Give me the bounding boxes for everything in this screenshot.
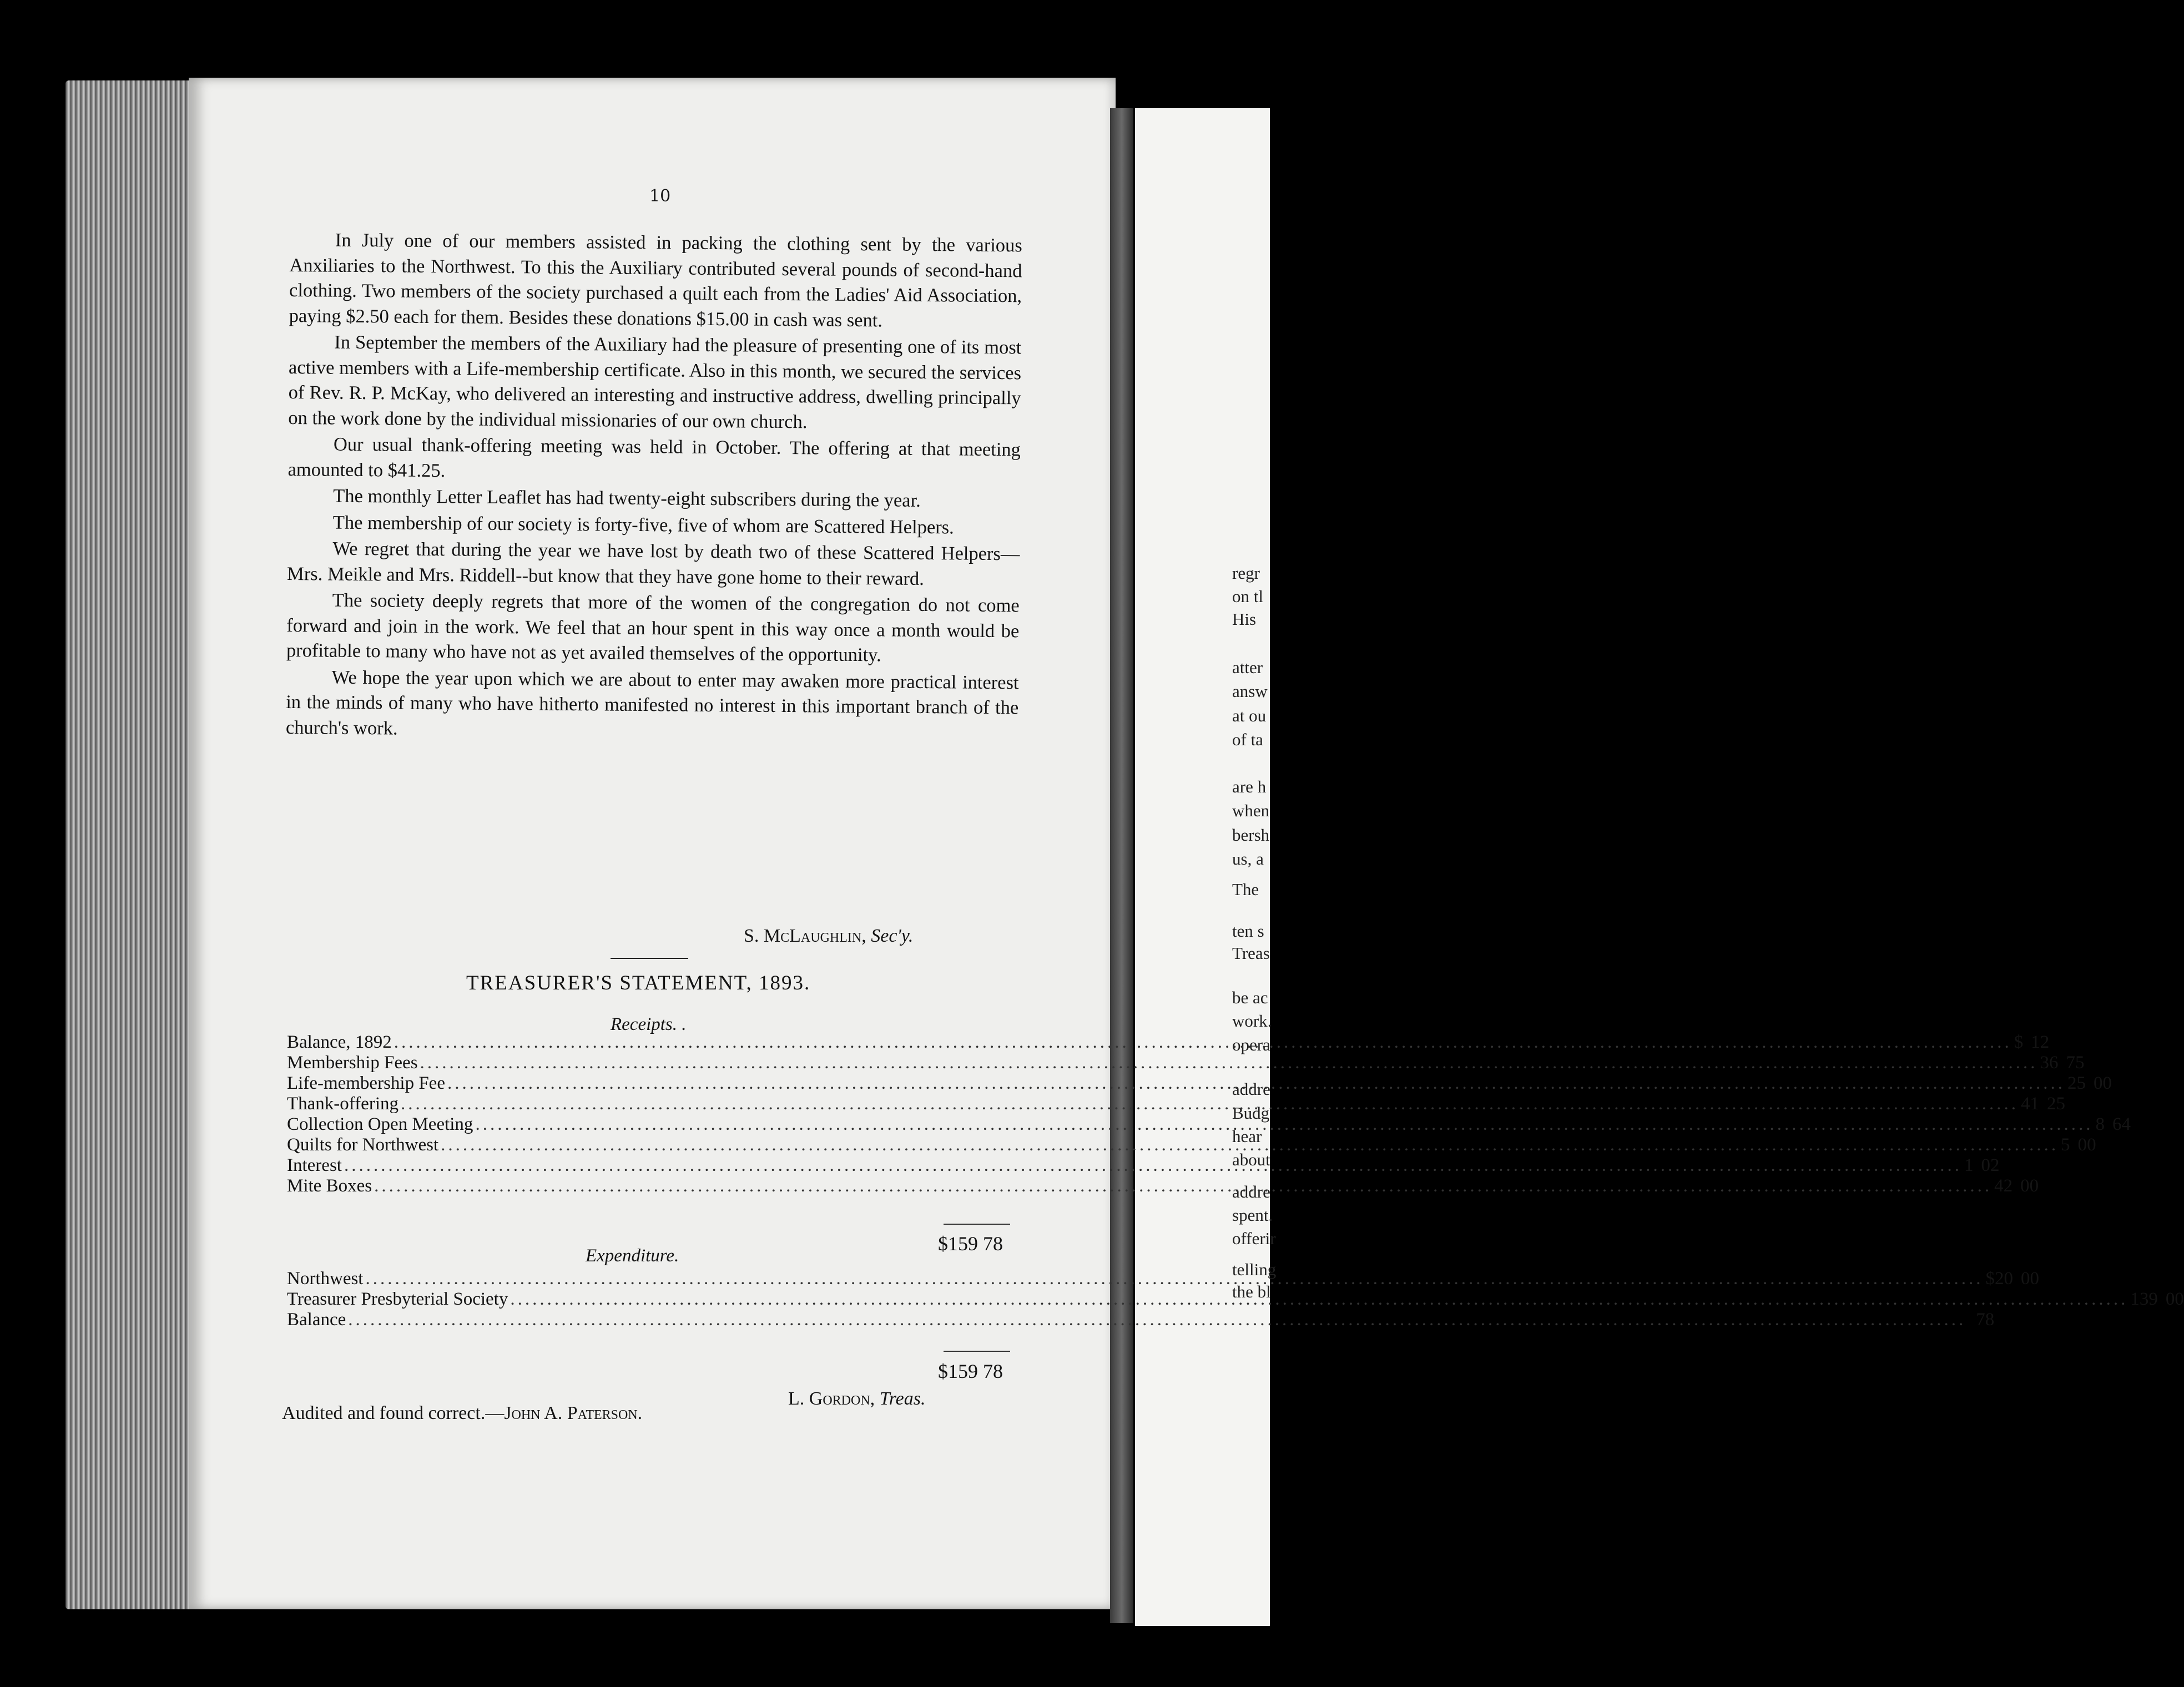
facing-page-line: when — [1232, 801, 1270, 820]
paragraph: In September the members of the Auxiliary had the pleasure of presenting one of its most active members with a Life-membership certificate. Also in this month, we secured the services of Rev. R. P. McKay, who delivered an interesting and instructive address, dwelling principally on the work done by the individual missionaries of our own church. — [288, 331, 1022, 432]
facing-page-line: of ta — [1232, 730, 1263, 749]
facing-page-line: Budg — [1232, 1103, 1270, 1123]
amount-cents: 02 — [1981, 1155, 2000, 1175]
leader-dots — [420, 1053, 2038, 1073]
treasurer-title: Treas. — [879, 1388, 926, 1409]
treasurer-name: L. Gordon, — [788, 1388, 875, 1409]
leader-dots — [348, 1310, 1966, 1330]
amount-cents: 00 — [2020, 1269, 2039, 1289]
facing-page-line: at ou — [1232, 706, 1267, 725]
amount-cents: 00 — [2077, 1135, 2096, 1155]
facing-page-line: be ac — [1232, 988, 1268, 1007]
amount-cents: 12 — [2031, 1032, 2050, 1052]
amount-dollars: 1 — [1964, 1155, 1974, 1175]
ledger-label: Thank-offering — [287, 1094, 399, 1114]
ledger-label: Mite Boxes — [287, 1176, 372, 1196]
paragraph: We regret that during the year we have lost by death two of these Scattered Helpers—Mrs. Meikle and Mrs. Riddell--but know that they have gone home to their reward. — [286, 538, 1020, 589]
facing-page-line: the bl — [1232, 1282, 1271, 1301]
page-edges — [65, 80, 201, 1609]
facing-page-line: us, a — [1232, 849, 1264, 868]
ledger-label: Quilts for Northwest — [287, 1135, 439, 1155]
leader-dots — [475, 1114, 2093, 1134]
amount-cents: 78 — [1976, 1310, 1995, 1330]
facing-page-line: atter — [1232, 658, 1263, 677]
leader-dots — [344, 1155, 1962, 1175]
audit-text: Audited and found correct.— — [282, 1403, 505, 1423]
facing-page — [1135, 108, 1277, 1626]
paragraph: The membership of our society is forty-five, five of whom are Scattered Helpers. — [332, 512, 954, 538]
expenditure-heading: Expenditure. — [586, 1246, 679, 1266]
amount-dollars: 36 — [2040, 1053, 2059, 1073]
amount-dollars: 8 — [2095, 1114, 2105, 1134]
treasurer-statement-title: TREASURER'S STATEMENT, 1893. — [466, 972, 811, 994]
facing-page-line: work. — [1232, 1011, 1272, 1031]
ledger-label: Balance — [287, 1310, 346, 1330]
facing-page-line: hear — [1232, 1127, 1262, 1146]
ledger-row — [287, 1053, 2085, 1073]
expenditure-total: $159 78 — [938, 1360, 1003, 1382]
expenditure-total-rule — [944, 1351, 1010, 1352]
facing-page-line: opera — [1232, 1035, 1270, 1054]
leader-dots — [394, 1032, 2012, 1052]
book-gutter — [1110, 108, 1133, 1623]
leader-dots — [441, 1135, 2059, 1155]
amount-cents: 25 — [2046, 1094, 2065, 1114]
paragraph: In July one of our members assisted in packing the clothing sent by the various Anxiliaries to the Northwest. To this the Auxiliary contributed several pounds of second-hand clothing. Two members of the society purchased a quilt each from the Ladies' Aid Association, paying $2.50 each for them. Besides these donations $15.00 in cash was sent. — [289, 229, 1022, 331]
ledger-label: Membership Fees — [287, 1053, 418, 1073]
amount-cents: 64 — [2112, 1114, 2131, 1134]
ledger-label: Balance, 1892 — [287, 1032, 392, 1052]
leader-dots — [365, 1269, 1983, 1289]
facing-page-line: regr — [1232, 563, 1260, 583]
paragraph: We hope the year upon which we are about to enter may awaken more practical interest in the minds of many who have hitherto manifested no interest in this important branch of the church's work. — [285, 666, 1019, 739]
secretary-signature — [744, 926, 913, 947]
receipts-total: $159 78 — [938, 1233, 1003, 1255]
currency-sign: $ — [2014, 1032, 2024, 1052]
facing-page-line: on tl — [1232, 587, 1263, 606]
amount-dollars: 42 — [1994, 1176, 2013, 1196]
receipts-heading: Receipts. . — [611, 1014, 687, 1034]
facing-page-line: about — [1232, 1150, 1270, 1169]
leader-dots — [374, 1176, 1992, 1196]
facing-page-line: offerir — [1232, 1229, 1276, 1248]
ledger-row — [287, 1310, 1995, 1330]
facing-page-line: telling — [1232, 1260, 1277, 1279]
facing-page-line: addre — [1232, 1079, 1270, 1099]
facing-page-line: ten s — [1232, 921, 1264, 941]
amount-cents: 00 — [2093, 1073, 2112, 1093]
report-body — [286, 228, 1022, 747]
ledger-row — [287, 1114, 2131, 1134]
facing-page-line: spent. — [1232, 1205, 1273, 1225]
facing-page-line: bersh — [1232, 825, 1270, 845]
receipts-total-rule — [944, 1224, 1010, 1225]
ledger-label: Treasurer Presbyterial Society — [287, 1289, 508, 1309]
audit-note — [282, 1403, 642, 1424]
facing-page-line: His — [1232, 609, 1257, 629]
facing-page-line: Treas — [1232, 943, 1270, 963]
auditor-name: John A. Paterson. — [504, 1403, 643, 1423]
ledger-label: Life-membership Fee — [287, 1073, 445, 1093]
leader-dots — [510, 1289, 2128, 1309]
facing-page-line: The — [1232, 880, 1259, 899]
paragraph: The monthly Letter Leaflet has had twenty-eight subscribers during the year. — [333, 485, 921, 511]
paragraph: Our usual thank-offering meeting was held in October. The offering at that meeting amounted to $41.25. — [287, 433, 1021, 481]
facing-page-line: are h — [1232, 777, 1267, 796]
amount-cents: 00 — [2020, 1176, 2039, 1196]
facing-page-line: addre — [1232, 1182, 1270, 1201]
page-number: 10 — [649, 186, 671, 206]
secretary-title: Sec'y. — [871, 926, 914, 946]
secretary-name: S. McLaughlin, — [744, 926, 866, 946]
section-divider — [611, 958, 688, 959]
amount-dollars: 5 — [2061, 1135, 2070, 1155]
amount-dollars: 25 — [2067, 1073, 2086, 1093]
ledger-label: Interest — [287, 1155, 342, 1175]
amount-dollars: 139 — [2130, 1289, 2158, 1309]
leader-dots — [447, 1073, 2065, 1093]
amount-cents: 00 — [2165, 1289, 2184, 1309]
paragraph: The society deeply regrets that more of the women of the congregation do not come forward and join in the work. We feel that an hour spent in this way once a month would be profitable to many who have not as yet availed themselves of the opportunity. — [286, 589, 1020, 666]
treasurer-signature — [788, 1388, 926, 1410]
amount-dollars: 41 — [2020, 1094, 2039, 1114]
currency-sign: $ — [1985, 1269, 1995, 1289]
ledger-label: Northwest — [287, 1269, 364, 1289]
ledger-label: Collection Open Meeting — [287, 1114, 473, 1134]
leader-dots — [401, 1094, 2019, 1114]
amount-cents: 75 — [2066, 1053, 2085, 1073]
facing-page-line: answ — [1232, 681, 1268, 701]
amount-dollars: 20 — [1994, 1269, 2013, 1289]
